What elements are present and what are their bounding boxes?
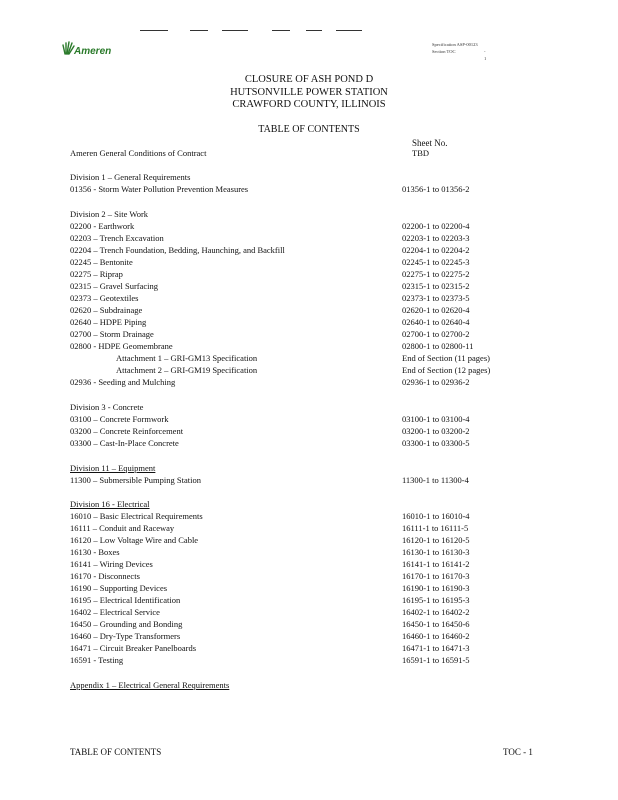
toc-entry-title: 02275 – Riprap [70, 269, 123, 279]
toc-entry-title: 01356 - Storm Water Pollution Prevention Measures [70, 184, 249, 194]
toc-entry-title: 16120 – Low Voltage Wire and Cable [70, 535, 199, 545]
toc-row [70, 341, 610, 352]
toc-entry-sheets: 16111-1 to 16111-5 [402, 523, 469, 533]
toc-row [70, 643, 610, 654]
toc-entry-title: Attachment 2 – GRI-GM19 Specification [116, 365, 258, 375]
toc-entry-title: 16460 – Dry-Type Transformers [70, 631, 181, 641]
toc-entry-sheets: 16450-1 to 16450-6 [402, 619, 470, 629]
toc-row [70, 438, 610, 449]
footer-page-number: TOC - 1 [503, 747, 533, 757]
document-title [0, 74, 618, 112]
toc-row [70, 245, 610, 256]
toc-entry-title: 02200 - Earthwork [70, 221, 135, 231]
toc-row [70, 257, 610, 268]
spec-info [432, 41, 487, 61]
toc-entry-sheets: 02640-1 to 02640-4 [402, 317, 470, 327]
toc-row [70, 184, 610, 195]
toc-entry-title: 02203 – Trench Excavation [70, 233, 164, 243]
toc-row [70, 221, 610, 232]
logo-wordmark: Ameren [74, 46, 112, 57]
toc-row [70, 172, 610, 183]
toc-entry-sheets: End of Section (12 pages) [402, 365, 491, 375]
toc-row [70, 329, 610, 340]
toc-row [70, 559, 610, 570]
toc-entry-title: Division 2 – Site Work [70, 209, 149, 219]
title-line-1: CLOSURE OF ASH POND D [244, 74, 374, 85]
toc-row [70, 305, 610, 316]
toc-entry-title: 02245 – Bentonite [70, 257, 133, 267]
toc-entry-title: 02315 – Gravel Surfacing [70, 281, 159, 291]
toc-entry-title: 02800 - HDPE Geomembrane [70, 341, 173, 351]
toc-entry-title: 16402 – Electrical Service [70, 607, 160, 617]
toc-entry-title: Division 16 - Electrical [70, 499, 150, 509]
toc-entry-title: 16591 - Testing [70, 655, 124, 665]
toc-row [70, 293, 610, 304]
footer-title: TABLE OF CONTENTS [70, 747, 162, 757]
toc-entry-title: 16130 - Boxes [70, 547, 120, 557]
toc-entry-sheets: 16190-1 to 16190-3 [402, 583, 470, 593]
toc-row [70, 511, 610, 522]
toc-entry-title: 16141 – Wiring Devices [70, 559, 153, 569]
toc-entry-sheets: 16195-1 to 16195-3 [402, 595, 470, 605]
toc-entry-title: 02936 - Seeding and Mulching [70, 377, 176, 387]
spec-line: Specification ASP-00123 [432, 42, 478, 47]
toc-entry-title: 02204 – Trench Foundation, Bedding, Haunching, and Backfill [70, 245, 285, 255]
toc-entry-sheets: 02204-1 to 02204-2 [402, 245, 470, 255]
toc-entry-title: 16450 – Grounding and Bonding [70, 619, 183, 629]
toc-entry-sheets: 02373-1 to 02373-5 [402, 293, 470, 303]
toc-row [70, 463, 610, 474]
toc-entry-sheets: 02800-1 to 02800-11 [402, 341, 474, 351]
toc-entry-title: 02620 – Subdrainage [70, 305, 143, 315]
section-line: Section TOC [432, 49, 456, 54]
toc-row [70, 680, 610, 691]
toc-entry-sheets: 02700-1 to 02700-2 [402, 329, 470, 339]
toc-entry-title: Division 1 – General Requirements [70, 172, 191, 182]
toc-entry-sheets: 16010-1 to 16010-4 [402, 511, 470, 521]
toc-entry-title: Division 3 - Concrete [70, 402, 144, 412]
toc-row [70, 269, 610, 280]
toc-entry-sheets: 02245-1 to 02245-3 [402, 257, 470, 267]
toc-entry-sheets: 16170-1 to 16170-3 [402, 571, 470, 581]
toc-entry-sheets: 16402-1 to 16402-2 [402, 607, 470, 617]
toc-row [70, 607, 610, 618]
toc-row [70, 414, 610, 425]
toc-entry-title: 02640 – HDPE Piping [70, 317, 147, 327]
toc-entry-sheets: 03200-1 to 03200-2 [402, 426, 470, 436]
toc-row [70, 523, 610, 534]
toc-entry-sheets: 02936-1 to 02936-2 [402, 377, 470, 387]
toc-entry-title: 16111 – Conduit and Raceway [70, 523, 175, 533]
section-page: - 1 [484, 49, 487, 61]
toc-row [116, 353, 610, 364]
toc-row [70, 233, 610, 244]
toc-row [70, 317, 610, 328]
toc-row [70, 547, 610, 558]
toc-entry-title: 03100 – Concrete Formwork [70, 414, 169, 424]
toc-heading: TABLE OF CONTENTS [258, 124, 360, 135]
toc-row [70, 377, 610, 388]
toc-entry-sheets: 02275-1 to 02275-2 [402, 269, 470, 279]
toc-row [70, 209, 610, 220]
title-line-2: HUTSONVILLE POWER STATION [230, 86, 388, 98]
toc-row [70, 402, 610, 413]
toc-entry-sheets: 03300-1 to 03300-5 [402, 438, 470, 448]
toc-entry-title: Appendix 1 – Electrical General Requirements [70, 680, 230, 690]
toc-row [70, 619, 610, 630]
toc-entry-title: 16471 – Circuit Breaker Panelboards [70, 643, 197, 653]
toc-entry-title: Division 11 – Equipment [70, 463, 156, 473]
toc-row [70, 535, 610, 546]
toc-row [70, 595, 610, 606]
toc-entry-sheets: 02620-1 to 02620-4 [402, 305, 470, 315]
title-line-3: CRAWFORD COUNTY, ILLINOIS [232, 99, 386, 110]
toc-row [70, 499, 610, 510]
toc-entry-title: 16010 – Basic Electrical Requirements [70, 511, 203, 521]
toc-entry-title: 03300 – Cast-In-Place Concrete [70, 438, 179, 448]
toc-entry-sheets: TBD [412, 148, 429, 158]
sheet-no-header: Sheet No. [412, 138, 448, 148]
toc-row [116, 365, 610, 376]
toc-entry-title: Ameren General Conditions of Contract [70, 148, 207, 158]
toc-entry-sheets: 16141-1 to 16141-2 [402, 559, 470, 569]
toc-entry-sheets: 02200-1 to 02200-4 [402, 221, 470, 231]
toc-row [70, 281, 610, 292]
toc-entry-sheets: 16591-1 to 16591-5 [402, 655, 470, 665]
toc-entry-sheets: 16460-1 to 16460-2 [402, 631, 470, 641]
toc-entry-title: 16195 – Electrical Identification [70, 595, 181, 605]
toc-entry-sheets: End of Section (11 pages) [402, 353, 490, 363]
toc-entry-sheets: 02315-1 to 02315-2 [402, 281, 470, 291]
toc-entry-sheets: 16130-1 to 16130-3 [402, 547, 470, 557]
toc-entry-sheets: 16120-1 to 16120-5 [402, 535, 470, 545]
toc-row [70, 426, 610, 437]
toc-entry-title: Attachment 1 – GRI-GM13 Specification [116, 353, 258, 363]
toc-entry-sheets: 03100-1 to 03100-4 [402, 414, 470, 424]
toc-row [70, 571, 610, 582]
toc-entry-sheets: 16471-1 to 16471-3 [402, 643, 470, 653]
toc-row [70, 655, 610, 666]
toc-entry-title: 16170 - Disconnects [70, 571, 140, 581]
toc-entry-sheets: 02203-1 to 02203-3 [402, 233, 470, 243]
toc-row [70, 148, 610, 159]
toc-entry-title: 02700 – Storm Drainage [70, 329, 154, 339]
toc-entry-sheets: 11300-1 to 11300-4 [402, 475, 469, 485]
toc-entry-title: 03200 – Concrete Reinforcement [70, 426, 184, 436]
toc-row [70, 631, 610, 642]
toc-entry-title: 16190 – Supporting Devices [70, 583, 168, 593]
ameren-logo [62, 40, 122, 62]
toc-entry-title: 02373 – Geotextiles [70, 293, 139, 303]
toc-row [70, 583, 610, 594]
toc-entry-title: 11300 – Submersible Pumping Station [70, 475, 201, 485]
toc-entry-sheets: 01356-1 to 01356-2 [402, 184, 470, 194]
toc-row [70, 475, 610, 486]
